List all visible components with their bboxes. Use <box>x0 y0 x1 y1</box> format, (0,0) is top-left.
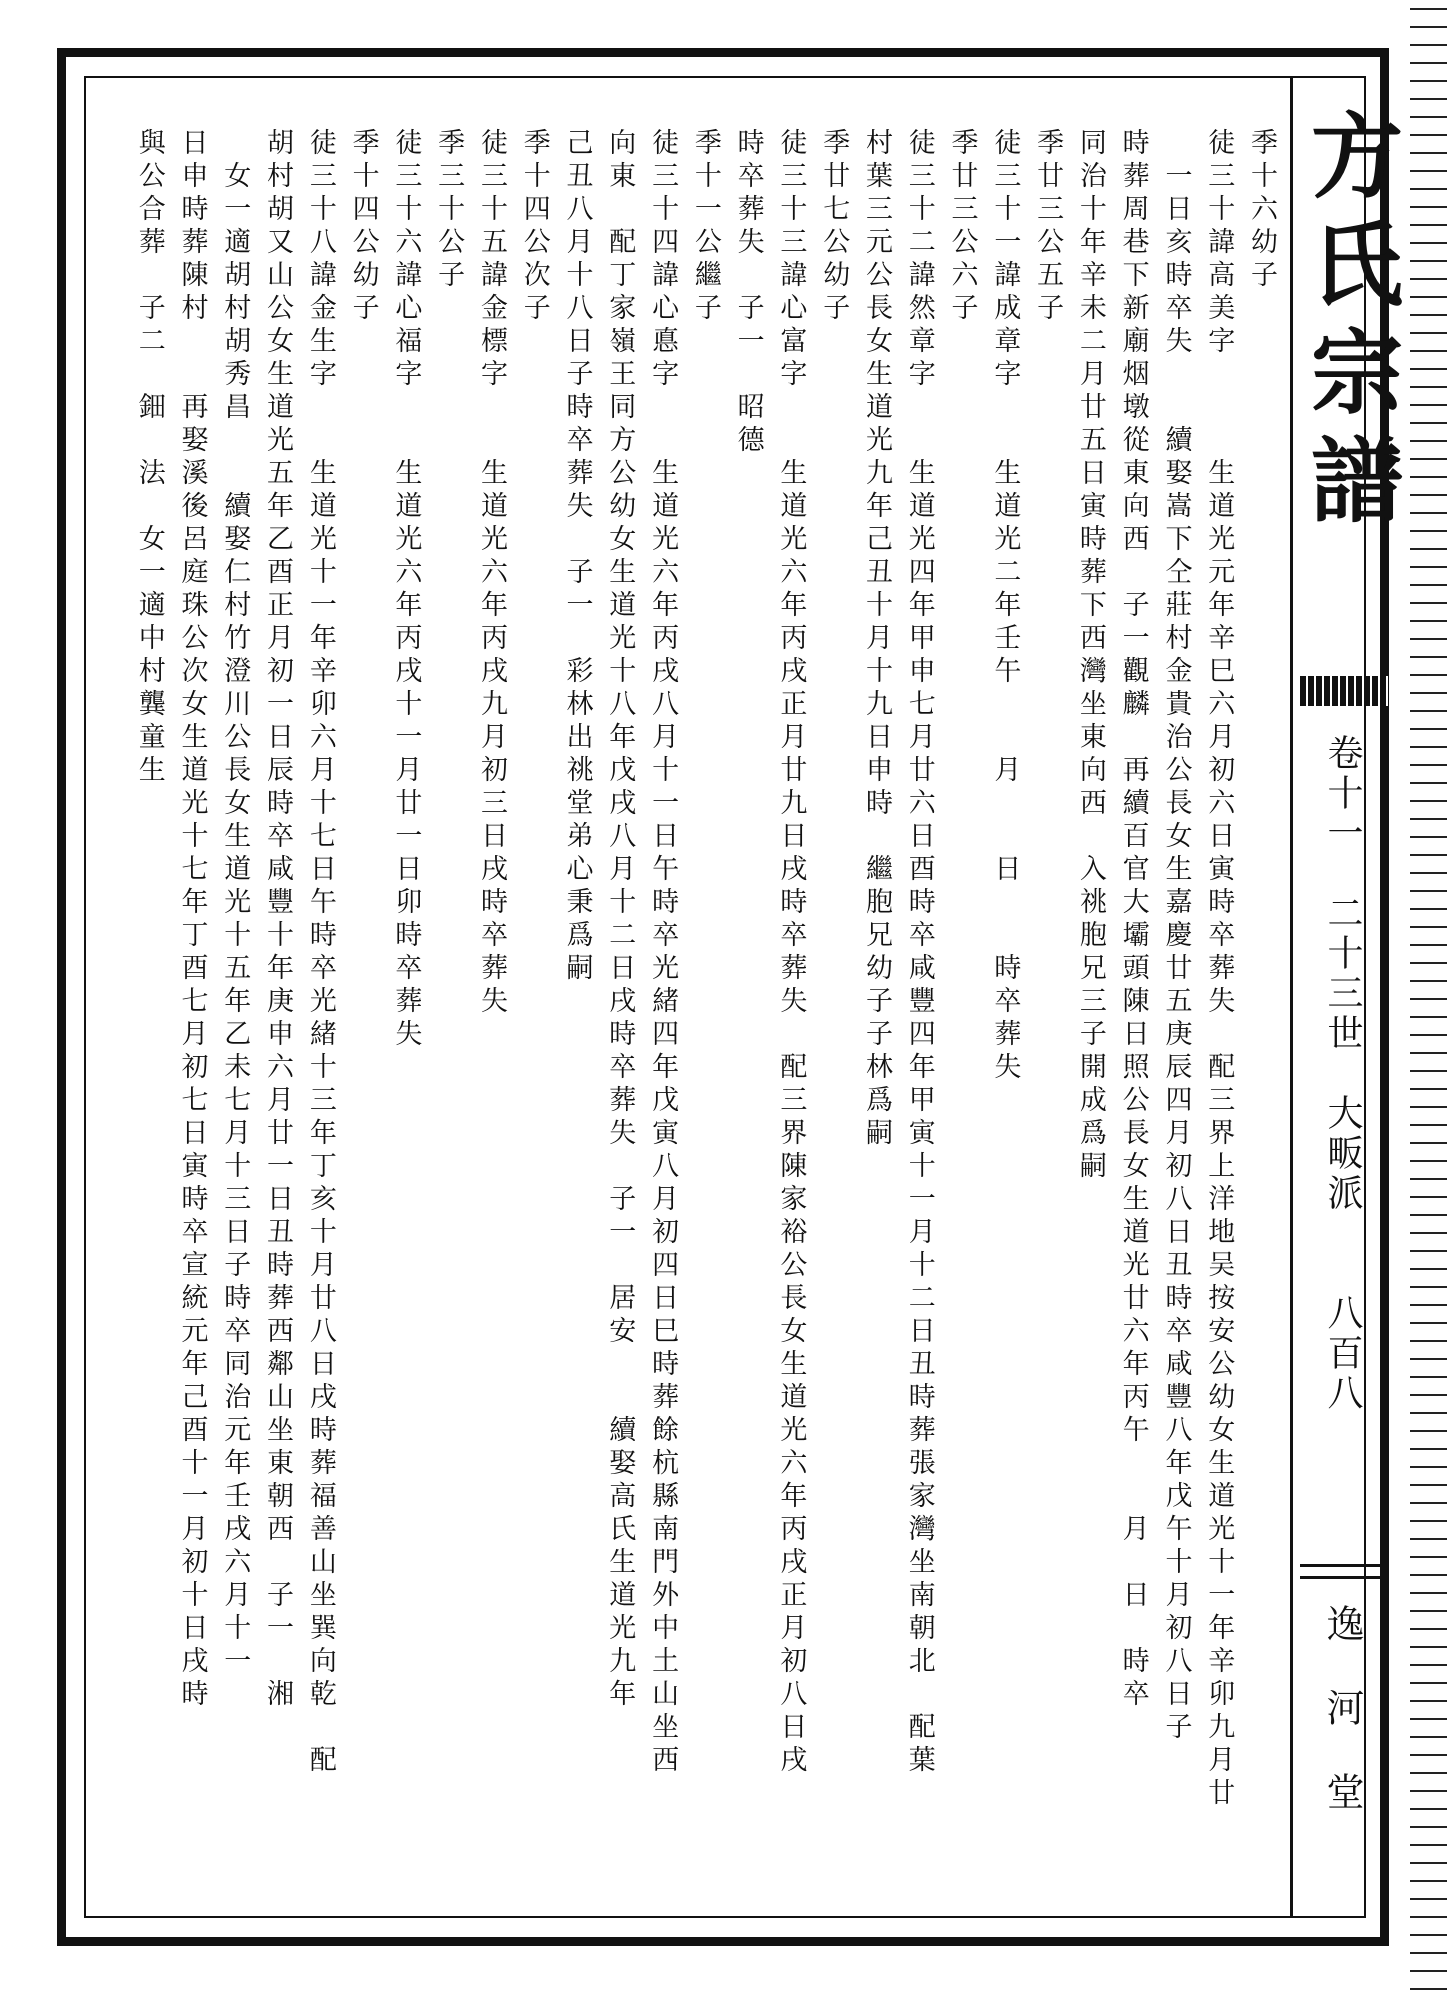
text-column: 季廿七公幼子 <box>818 128 850 326</box>
book-title: 方氏宗譜 <box>1296 108 1404 540</box>
text-column: 村葉三元公長女生道光九年己丑十月十九日申時 繼胞兄幼子子林爲嗣 <box>860 128 892 1151</box>
text-column: 徒三十諱高美字 生道光元年辛巳六月初六日寅時卒葬失 配三界上洋地吴按安公幼女生道光十一年辛卯九月廿 <box>1203 128 1235 1811</box>
text-column: 徒三十五諱金標字 生道光六年丙戌九月初三日戌時卒葬失 <box>475 128 507 1019</box>
text-column: 日申時葬陳村 再娶溪後呂庭珠公次女生道光十七年丁酉七月初七日寅時卒宣統元年己酉十一月初十日戌時 <box>176 128 208 1712</box>
text-column: 胡村胡又山公女生道光五年乙酉正月初一日辰時卒咸豐十年庚申六月廿一日丑時葬西鄰山坐東朝西 子一 湘 <box>262 128 294 1712</box>
text-column: 同治十年辛未二月廿五日寅時葬下西灣坐東向西 入祧胞兄三子開成爲嗣 <box>1074 128 1106 1184</box>
margin-separator <box>1290 76 1293 1918</box>
text-column: 季三十公子 <box>433 128 465 293</box>
text-column: 徒三十二諱然章字 生道光四年甲申七月廿六日酉時卒咸豐四年甲寅十一月十二日丑時葬張家灣坐南朝北 配葉 <box>903 128 935 1778</box>
title-divider <box>1300 676 1388 706</box>
text-column: 時葬周巷下新廟烟墩從東向西 子一觀麟 再續百官大壩頭陳日照公長女生道光廿六年丙午 月 日 時卒 <box>1117 128 1149 1712</box>
text-column: 季廿三公六子 <box>946 128 978 326</box>
text-column: 徒三十六諱心福字 生道光六年丙戌十一月廿一日卯時卒葬失 <box>390 128 422 1052</box>
volume-info: 卷十一 二十三世 大畈派 八百八 <box>1322 734 1363 1414</box>
banner-column <box>1296 84 1404 1914</box>
text-column: 季十四公幼子 <box>347 128 379 326</box>
hall-divider-bottom <box>1300 1576 1388 1579</box>
text-column: 季十一公繼子 <box>689 128 721 326</box>
text-column: 向東 配丁家嶺王同方公幼女生道光十八年戊戌八月十二日戌時卒葬失 子一 居安 續娶高氏生道光九年 <box>604 128 636 1712</box>
hall-divider-top <box>1300 1564 1388 1567</box>
page-edge-decoration <box>1410 0 1447 2000</box>
text-column: 一日亥時卒失 續娶嵩下仝莊村金貴治公長女生嘉慶廿五庚辰四月初八日丑時卒咸豐八年戊午十月初八日子 <box>1160 128 1192 1745</box>
hall-name: 逸 河 堂 <box>1320 1604 1364 1814</box>
text-column: 季廿三公五子 <box>1032 128 1064 326</box>
text-column: 徒三十四諱心悳字 生道光六年丙戌八月十一日午時卒光緒四年戊寅八月初四日巳時葬餘杭縣南門外中土山坐西 <box>647 128 679 1778</box>
text-column: 與公合葬 子二 鈿 法 女一適中村龔童生 <box>133 128 165 788</box>
text-column: 女一適胡村胡秀昌 續娶仁村竹澄川公長女生道光十五年乙未七月十三日子時卒同治元年壬戌六月十一 <box>219 128 251 1679</box>
genealogy-text <box>128 128 1283 1908</box>
text-column: 徒三十三諱心富字 生道光六年丙戌正月廿九日戌時卒葬失 配三界陳家裕公長女生道光六年丙戌正月初八日戌 <box>775 128 807 1778</box>
text-column: 時卒葬失 子一 昭德 <box>732 128 764 458</box>
text-column: 己丑八月十八日子時卒葬失 子一 彩林出祧堂弟心秉爲嗣 <box>561 128 593 986</box>
text-column: 季十四公次子 <box>518 128 550 326</box>
text-column: 徒三十一諱成章字 生道光二年壬午 月 日 時卒葬失 <box>989 128 1021 1085</box>
text-column: 徒三十八諱金生字 生道光十一年辛卯六月十七日午時卒光緒十三年丁亥十月廿八日戌時葬福善山坐巽向乾 配 <box>304 128 336 1778</box>
text-column: 季十六幼子 <box>1246 128 1277 293</box>
